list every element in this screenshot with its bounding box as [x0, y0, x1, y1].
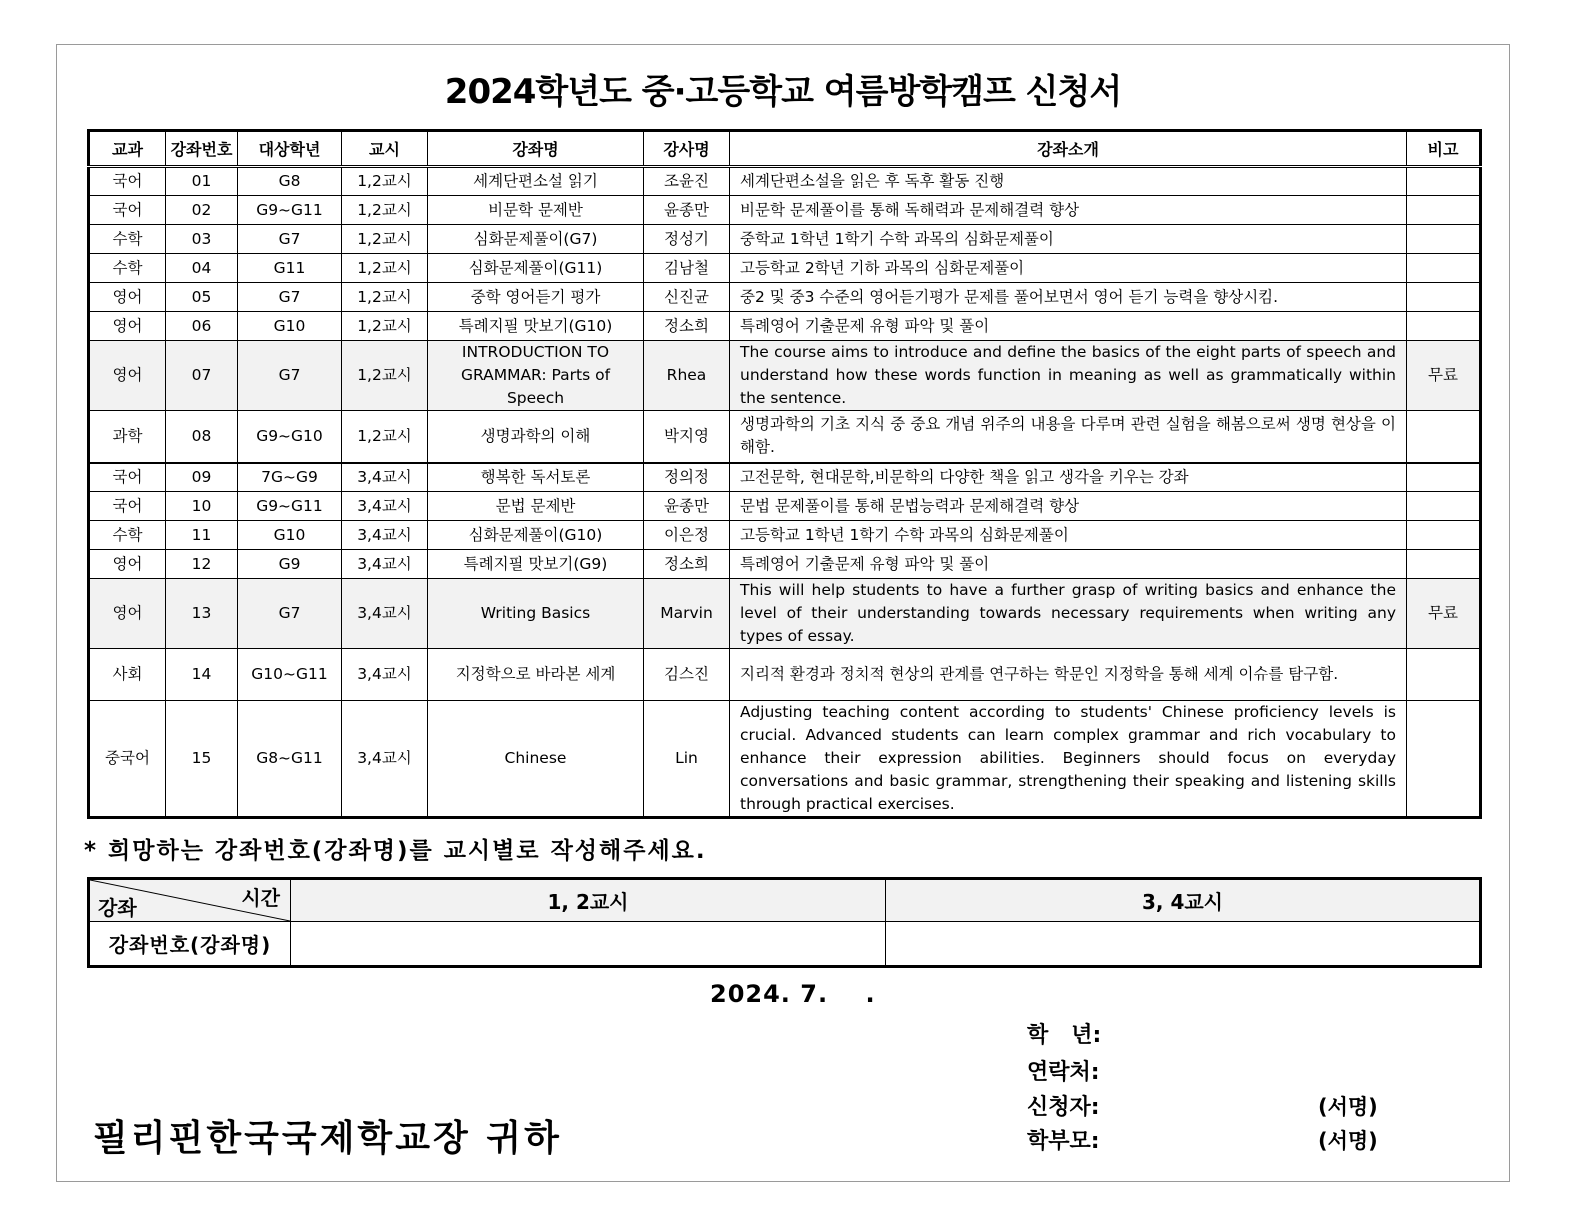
cell-subject: 영어 [89, 312, 166, 341]
cell-teacher: 윤종만 [644, 492, 730, 521]
cell-grade: 7G~G9 [238, 463, 342, 492]
cell-note [1407, 550, 1481, 579]
cell-intro: 고전문학, 현대문학,비문학의 다양한 책을 읽고 생각을 키우는 강좌 [730, 463, 1407, 492]
cell-grade: G9~G11 [238, 492, 342, 521]
cell-period: 1,2교시 [342, 196, 428, 225]
cell-period: 1,2교시 [342, 411, 428, 463]
cell-course: 세계단편소설 읽기 [428, 167, 644, 196]
cell-teacher: 윤종만 [644, 196, 730, 225]
cell-teacher: 이은정 [644, 521, 730, 550]
table-row [89, 225, 1481, 254]
cell-subject: 사회 [89, 649, 166, 701]
cell-subject: 국어 [89, 463, 166, 492]
cell-number: 10 [166, 492, 238, 521]
selection-table [87, 877, 1482, 968]
cell-course: 심화문제풀이(G10) [428, 521, 644, 550]
table-header-row [89, 131, 1481, 167]
cell-course: 비문학 문제반 [428, 196, 644, 225]
cell-note [1407, 254, 1481, 283]
cell-teacher: 정소희 [644, 312, 730, 341]
cell-teacher: 정성기 [644, 225, 730, 254]
cell-number: 12 [166, 550, 238, 579]
cell-intro: 세계단편소설을 읽은 후 독후 활동 진행 [730, 167, 1407, 196]
instruction-text: * 희망하는 강좌번호(강좌명)를 교시별로 작성해주세요. [84, 838, 707, 864]
cell-subject: 영어 [89, 579, 166, 649]
cell-intro: 지리적 환경과 정치적 현상의 관계를 연구하는 학문인 지정학을 통해 세계 이슈를 탐구함. [730, 649, 1407, 701]
cell-teacher: 김남철 [644, 254, 730, 283]
cell-teacher: 조윤진 [644, 167, 730, 196]
table-row [89, 341, 1481, 411]
cell-number: 05 [166, 283, 238, 312]
cell-course: 문법 문제반 [428, 492, 644, 521]
cell-course: 생명과학의 이해 [428, 411, 644, 463]
cell-course: 심화문제풀이(G7) [428, 225, 644, 254]
cell-course: 행복한 독서토론 [428, 463, 644, 492]
cell-grade: G10~G11 [238, 649, 342, 701]
cell-intro: 고등학교 1학년 1학기 수학 과목의 심화문제풀이 [730, 521, 1407, 550]
header-intro: 강좌소개 [730, 131, 1407, 167]
cell-note [1407, 649, 1481, 701]
table-row [89, 196, 1481, 225]
cell-teacher: 정소희 [644, 550, 730, 579]
selection-field-period12[interactable] [291, 922, 886, 967]
cell-teacher: 신진균 [644, 283, 730, 312]
table-row [89, 283, 1481, 312]
cell-grade: G8~G11 [238, 701, 342, 818]
cell-grade: G9 [238, 550, 342, 579]
page-title: 2024학년도 중·고등학교 여름방학캠프 신청서 [444, 72, 1122, 112]
applicant-label: 신청자: [1027, 1095, 1100, 1120]
cell-grade: G9~G10 [238, 411, 342, 463]
cell-intro: 비문학 문제풀이를 통해 독해력과 문제해결력 향상 [730, 196, 1407, 225]
selection-input-row [89, 922, 1481, 967]
grade-label: 학 년: [1027, 1023, 1102, 1048]
cell-intro: 특례영어 기출문제 유형 파악 및 풀이 [730, 312, 1407, 341]
header-number: 강좌번호 [166, 131, 238, 167]
table-row [89, 550, 1481, 579]
table-row [89, 411, 1481, 463]
cell-period: 1,2교시 [342, 167, 428, 196]
cell-grade: G7 [238, 225, 342, 254]
cell-course: 특례지필 맛보기(G9) [428, 550, 644, 579]
recipient-line: 필리핀한국국제학교장 귀하 [93, 1118, 562, 1159]
cell-number: 09 [166, 463, 238, 492]
cell-number: 02 [166, 196, 238, 225]
cell-number: 07 [166, 341, 238, 411]
selection-field-period34[interactable] [886, 922, 1481, 967]
cell-teacher: 정의정 [644, 463, 730, 492]
table-row [89, 649, 1481, 701]
cell-number: 04 [166, 254, 238, 283]
cell-note [1407, 411, 1481, 463]
cell-period: 1,2교시 [342, 341, 428, 411]
cell-number: 13 [166, 579, 238, 649]
cell-intro: The course aims to introduce and define the basics of the eight parts of speech and understand how these words function in meaning as well as grammatically within the sentence. [730, 341, 1407, 411]
cell-period: 3,4교시 [342, 701, 428, 818]
cell-grade: G7 [238, 579, 342, 649]
cell-period: 3,4교시 [342, 463, 428, 492]
table-row [89, 521, 1481, 550]
cell-intro: 생명과학의 기초 지식 중 중요 개념 위주의 내용을 다루며 관련 실험을 해봄으로써 생명 현상을 이해함. [730, 411, 1407, 463]
cell-number: 01 [166, 167, 238, 196]
cell-course: 지정학으로 바라본 세계 [428, 649, 644, 701]
cell-period: 1,2교시 [342, 312, 428, 341]
cell-note [1407, 167, 1481, 196]
table-row [89, 579, 1481, 649]
cell-period: 3,4교시 [342, 649, 428, 701]
cell-grade: G7 [238, 341, 342, 411]
cell-course: Writing Basics [428, 579, 644, 649]
cell-number: 15 [166, 701, 238, 818]
cell-teacher: Rhea [644, 341, 730, 411]
cell-period: 3,4교시 [342, 492, 428, 521]
cell-note: 무료 [1407, 579, 1481, 649]
cell-period: 1,2교시 [342, 283, 428, 312]
cell-subject: 수학 [89, 254, 166, 283]
selection-col-period34: 3, 4교시 [886, 879, 1481, 922]
cell-subject: 수학 [89, 225, 166, 254]
cell-period: 3,4교시 [342, 521, 428, 550]
cell-note [1407, 283, 1481, 312]
cell-course: Chinese [428, 701, 644, 818]
cell-subject: 과학 [89, 411, 166, 463]
cell-number: 11 [166, 521, 238, 550]
cell-grade: G11 [238, 254, 342, 283]
cell-grade: G10 [238, 312, 342, 341]
cell-course: 심화문제풀이(G11) [428, 254, 644, 283]
cell-subject: 영어 [89, 550, 166, 579]
cell-subject: 수학 [89, 521, 166, 550]
cell-teacher: Lin [644, 701, 730, 818]
cell-grade: G8 [238, 167, 342, 196]
cell-intro: 문법 문제풀이를 통해 문법능력과 문제해결력 향상 [730, 492, 1407, 521]
course-table [87, 129, 1482, 819]
cell-note [1407, 196, 1481, 225]
table-row [89, 701, 1481, 818]
date-line: 2024. 7. . [710, 980, 876, 1008]
cell-intro: 중2 및 중3 수준의 영어듣기평가 문제를 풀어보면서 영어 듣기 능력을 향상시킴. [730, 283, 1407, 312]
selection-row-label: 강좌번호(강좌명) [89, 922, 291, 967]
table-row [89, 312, 1481, 341]
cell-grade: G10 [238, 521, 342, 550]
diagonal-bottom-label: 강좌 [98, 896, 137, 920]
cell-note [1407, 521, 1481, 550]
cell-intro: 중학교 1학년 1학기 수학 과목의 심화문제풀이 [730, 225, 1407, 254]
table-row [89, 167, 1481, 196]
cell-teacher: Marvin [644, 579, 730, 649]
diagonal-top-label: 시간 [241, 886, 280, 910]
cell-grade: G7 [238, 283, 342, 312]
cell-subject: 국어 [89, 167, 166, 196]
cell-course: 중학 영어듣기 평가 [428, 283, 644, 312]
cell-subject: 국어 [89, 492, 166, 521]
header-grade: 대상학년 [238, 131, 342, 167]
cell-number: 03 [166, 225, 238, 254]
cell-note [1407, 463, 1481, 492]
header-teacher: 강사명 [644, 131, 730, 167]
cell-subject: 영어 [89, 341, 166, 411]
parent-signature-label: (서명) [1318, 1129, 1378, 1153]
cell-note [1407, 701, 1481, 818]
cell-number: 08 [166, 411, 238, 463]
table-row [89, 492, 1481, 521]
cell-period: 3,4교시 [342, 550, 428, 579]
selection-header-row [89, 879, 1481, 922]
cell-note [1407, 492, 1481, 521]
cell-intro: Adjusting teaching content according to students' Chinese proficiency levels is crucial. Advanced students can learn complex grammar and rich vocabulary to enhance their expression abilities. Beginners should focus on everyday conversations and basic grammar, strengthening their speaking and listening skills through practical exercises. [730, 701, 1407, 818]
cell-period: 1,2교시 [342, 225, 428, 254]
table-row [89, 463, 1481, 492]
cell-teacher: 김스진 [644, 649, 730, 701]
cell-number: 14 [166, 649, 238, 701]
cell-number: 06 [166, 312, 238, 341]
cell-subject: 영어 [89, 283, 166, 312]
diagonal-header-cell [89, 879, 291, 922]
cell-period: 1,2교시 [342, 254, 428, 283]
cell-period: 3,4교시 [342, 579, 428, 649]
header-period: 교시 [342, 131, 428, 167]
cell-course: INTRODUCTION TO GRAMMAR: Parts of Speech [428, 341, 644, 411]
cell-teacher: 박지영 [644, 411, 730, 463]
cell-subject: 중국어 [89, 701, 166, 818]
selection-col-period12: 1, 2교시 [291, 879, 886, 922]
parent-label: 학부모: [1027, 1129, 1100, 1154]
cell-note: 무료 [1407, 341, 1481, 411]
cell-grade: G9~G11 [238, 196, 342, 225]
cell-course: 특례지필 맛보기(G10) [428, 312, 644, 341]
header-note: 비고 [1407, 131, 1481, 167]
cell-subject: 국어 [89, 196, 166, 225]
header-course: 강좌명 [428, 131, 644, 167]
cell-intro: 특례영어 기출문제 유형 파악 및 풀이 [730, 550, 1407, 579]
cell-note [1407, 312, 1481, 341]
cell-note [1407, 225, 1481, 254]
header-subject: 교과 [89, 131, 166, 167]
cell-intro: 고등학교 2학년 기하 과목의 심화문제풀이 [730, 254, 1407, 283]
contact-label: 연락처: [1027, 1060, 1100, 1085]
applicant-signature-label: (서명) [1318, 1095, 1378, 1119]
table-row [89, 254, 1481, 283]
cell-intro: This will help students to have a further grasp of writing basics and enhance the level of their understanding towards necessary requirements when writing any types of essay. [730, 579, 1407, 649]
